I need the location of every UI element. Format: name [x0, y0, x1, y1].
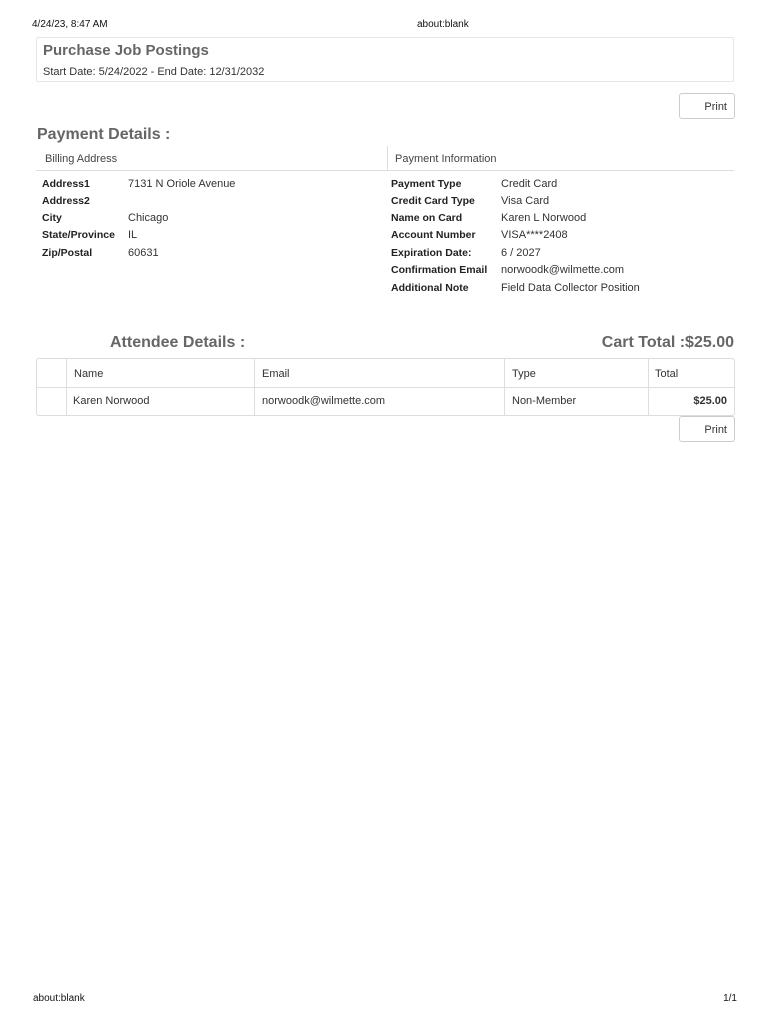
- payment-label: Payment Type: [391, 178, 462, 190]
- billing-label: State/Province: [42, 229, 115, 241]
- payment-label: Account Number: [391, 229, 476, 241]
- column-divider: [387, 146, 388, 171]
- table-header-rule: [37, 387, 734, 388]
- billing-label: Address2: [42, 195, 90, 207]
- column-header-type: Type: [512, 368, 536, 380]
- billing-value: IL: [128, 229, 138, 241]
- payment-label: Expiration Date:: [391, 247, 472, 259]
- billing-label: City: [42, 212, 62, 224]
- attendee-details-heading: Attendee Details :: [110, 334, 246, 351]
- payment-label: Additional Note: [391, 282, 469, 294]
- payment-information-heading: Payment Information: [395, 153, 497, 165]
- payment-value: Field Data Collector Position: [501, 282, 640, 294]
- payment-label: Name on Card: [391, 212, 463, 224]
- billing-value: 60631: [128, 247, 159, 259]
- column-header-total: Total: [655, 368, 679, 380]
- print-url: about:blank: [417, 19, 469, 30]
- attendee-table: [36, 358, 735, 416]
- title-panel: [36, 37, 734, 82]
- print-button-bottom[interactable]: Print: [679, 416, 735, 442]
- payment-value: Credit Card: [501, 178, 558, 190]
- payment-value: norwoodk@wilmette.com: [501, 264, 625, 276]
- payment-header-rule: [36, 170, 734, 171]
- billing-label: Zip/Postal: [42, 247, 93, 259]
- billing-value: 7131 N Oriole Avenue: [128, 178, 236, 190]
- column-header-email: Email: [262, 368, 290, 380]
- attendee-type: Non-Member: [512, 395, 577, 407]
- billing-address-heading: Billing Address: [45, 153, 118, 165]
- billing-label: Address1: [42, 178, 90, 190]
- payment-label: Credit Card Type: [391, 195, 475, 207]
- attendee-total: $25.00: [693, 395, 727, 407]
- cart-total: Cart Total :$25.00: [601, 334, 734, 351]
- payment-value: 6 / 2027: [501, 247, 541, 259]
- payment-details-heading: Payment Details :: [37, 126, 171, 143]
- column-header-name: Name: [74, 368, 104, 380]
- print-datetime: 4/24/23, 8:47 AM: [32, 19, 108, 30]
- attendee-email: norwoodk@wilmette.com: [262, 395, 386, 407]
- footer-url: about:blank: [33, 993, 85, 1004]
- payment-value: Karen L Norwood: [501, 212, 587, 224]
- page-count: 1/1: [723, 993, 737, 1004]
- payment-value: VISA****2408: [501, 229, 568, 241]
- page-title: Purchase Job Postings: [43, 42, 209, 59]
- billing-value: Chicago: [128, 212, 169, 224]
- attendee-name: Karen Norwood: [73, 395, 150, 407]
- payment-value: Visa Card: [501, 195, 550, 207]
- payment-label: Confirmation Email: [391, 264, 488, 276]
- date-range: Start Date: 5/24/2022 - End Date: 12/31/2032: [43, 66, 265, 78]
- print-button-top[interactable]: Print: [679, 93, 735, 119]
